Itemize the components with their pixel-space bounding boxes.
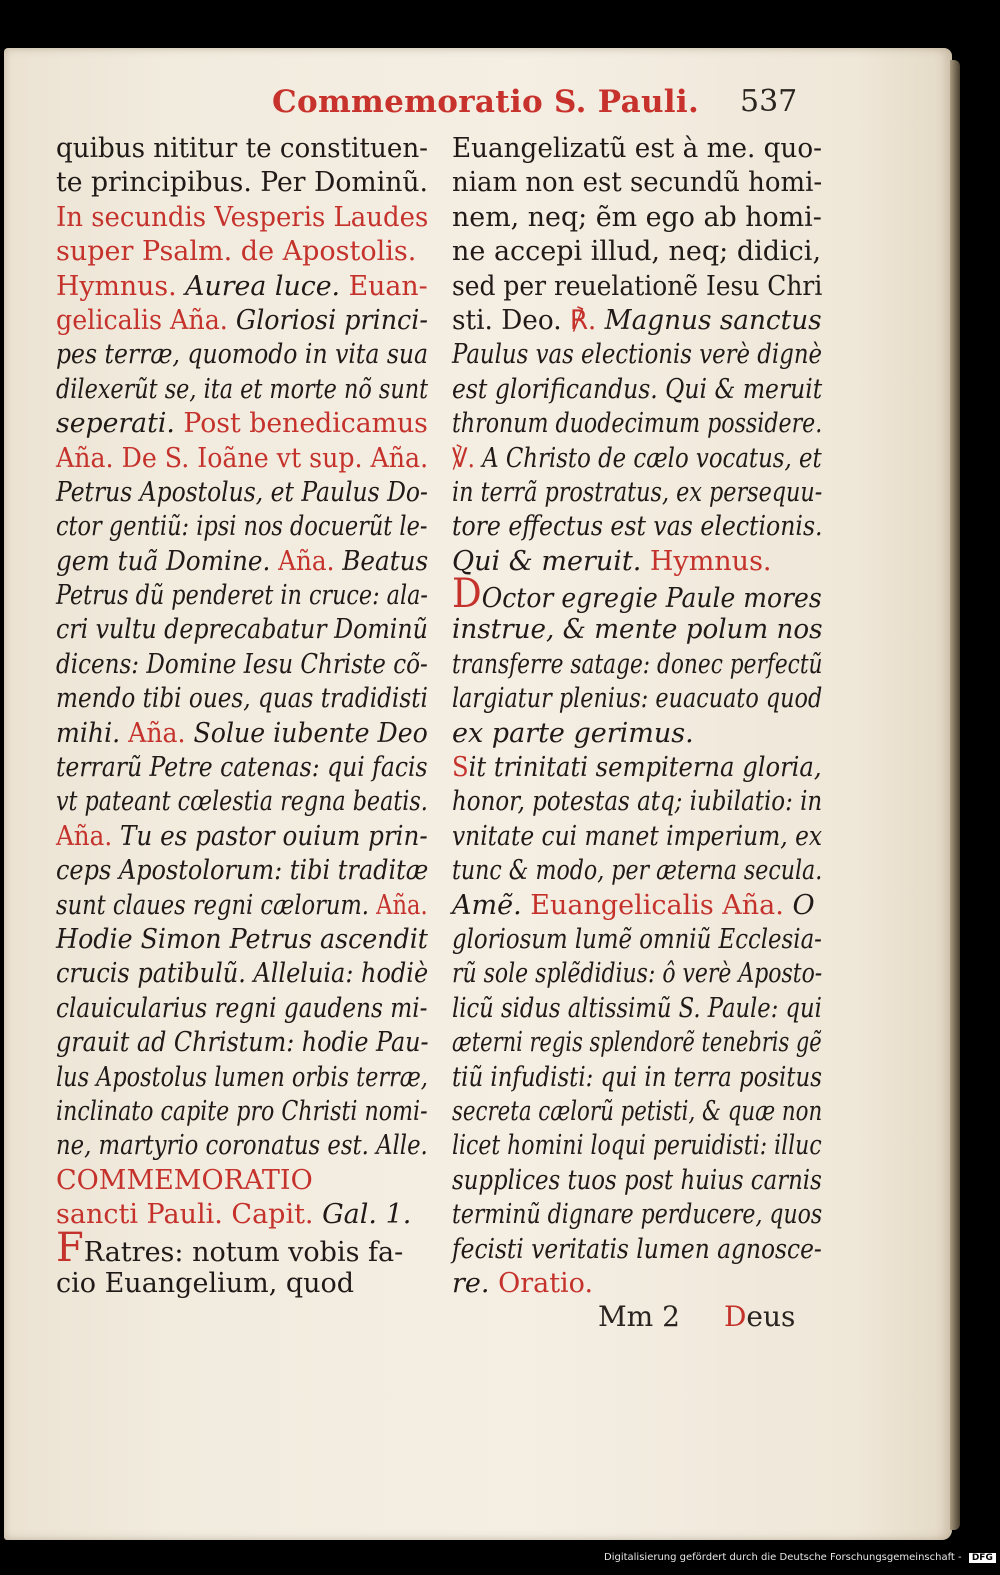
- right-column-line: [452, 1164, 822, 1198]
- italic-text: cri vultu deprecabatur Dominũ: [56, 614, 428, 646]
- left-column-line: [56, 923, 428, 957]
- right-column-line: [452, 717, 822, 751]
- rubric-text: S: [452, 752, 469, 784]
- right-column-line: [452, 571, 822, 618]
- italic-text: sunt claues regni cælorum.: [56, 889, 377, 921]
- italic-text: Magnus sanctus: [604, 304, 822, 336]
- italic-text: pes terræ, quomodo in vita sua: [56, 339, 429, 371]
- right-column-line: [452, 1129, 822, 1163]
- rubric-text: Hymnus.: [649, 545, 772, 577]
- right-column-line: [452, 545, 822, 579]
- body-text: nem, neq; ẽm ego ab homi-: [452, 201, 822, 233]
- right-column: [452, 132, 822, 1301]
- right-column-line: [452, 407, 823, 441]
- rubric-text: COMMEMORATIO: [56, 1164, 313, 1196]
- footer: [598, 1300, 795, 1333]
- italic-text: seperati.: [56, 408, 184, 440]
- rubric-text: Euan-: [348, 270, 428, 302]
- italic-text: Qui & meruit.: [452, 545, 650, 577]
- rubric-text: Aña.: [128, 717, 194, 749]
- right-column-line: [452, 476, 823, 510]
- left-column-line: [56, 373, 429, 407]
- italic-text: vt pateant cœlestia regna beatis.: [56, 786, 428, 818]
- left-column-line: [56, 820, 428, 854]
- page-edge: [950, 60, 960, 1530]
- body-text: quibus nititur te constituen-: [56, 133, 429, 164]
- right-column-line: [452, 166, 823, 200]
- italic-text: ex parte gerimus.: [452, 717, 694, 749]
- body-text: sti. Deo.: [452, 304, 570, 336]
- left-column-line: [56, 889, 428, 923]
- initial-letter: F: [56, 1224, 84, 1271]
- left-column-line: [56, 1129, 428, 1163]
- italic-text: vnitate cui manet imperium, ex: [452, 820, 823, 852]
- italic-text: inclinato capite pro Christi nomi-: [56, 1095, 428, 1127]
- italic-text: lus Apostolus lumen orbis terræ,: [56, 1061, 428, 1093]
- rubric-text: Euangelicalis Aña.: [530, 889, 793, 921]
- catchword-rest: eus: [746, 1300, 796, 1333]
- italic-text: Octor egregie Paule mores: [481, 583, 822, 615]
- right-column-line: [452, 235, 822, 269]
- right-column-line: [452, 373, 823, 407]
- body-text: Ratres: notum vobis fa-: [83, 1236, 404, 1268]
- italic-text: mihi.: [56, 717, 129, 749]
- body-text: niam non est secundũ homi-: [452, 167, 823, 199]
- italic-text: Paulus vas electionis verè dignè: [452, 339, 823, 371]
- left-column-line: [56, 717, 428, 751]
- left-column-line: [56, 270, 428, 304]
- right-column-line: [452, 132, 822, 166]
- left-column-line: [56, 1026, 429, 1060]
- italic-text: ne, martyrio coronatus est. Alle.: [56, 1130, 428, 1162]
- italic-text: A Christo de cælo vocatus, et: [482, 442, 822, 474]
- italic-text: Aurea luce.: [185, 270, 349, 302]
- left-column-line: [56, 1198, 428, 1232]
- italic-text: clauicularius regni gaudens mi-: [56, 992, 428, 1024]
- left-column-line: [56, 682, 428, 716]
- italic-text: æterni regis splendorẽ tenebris gẽ: [452, 1027, 822, 1059]
- left-column-line: [56, 545, 429, 579]
- left-column-line: [56, 166, 429, 200]
- right-column-line: [452, 201, 820, 235]
- left-column-line: [56, 442, 429, 476]
- left-column-line: [56, 510, 428, 544]
- italic-text: fecisti veritatis lumen agnosce-: [452, 1233, 822, 1265]
- italic-text: Hodie Simon Petrus ascendit: [56, 923, 428, 955]
- left-column-line: [56, 407, 428, 441]
- italic-text: gem tuã Domine.: [56, 545, 279, 577]
- left-column-line: [56, 304, 428, 338]
- italic-text: Tu es pastor ouium prin-: [119, 820, 428, 852]
- italic-text: Amẽ.: [452, 889, 531, 921]
- italic-text: dilexerũt se, ita et morte nõ sunt: [56, 373, 429, 405]
- italic-text: re.: [452, 1267, 499, 1299]
- italic-text: terminũ dignare perducere, quos: [452, 1199, 823, 1231]
- rubric-text: Aña.: [56, 820, 120, 852]
- rubric-text: Aña. De S. Ioãne vt sup. Aña.: [56, 442, 429, 474]
- dfg-logo: DFG: [969, 1553, 996, 1563]
- left-column-line: [56, 1061, 428, 1095]
- initial-letter: D: [452, 571, 482, 618]
- left-column-line: [56, 1164, 428, 1198]
- right-column-line: [452, 751, 822, 785]
- right-column-line: [452, 442, 822, 476]
- rubric-text: In secundis Vesperis Laudes: [56, 201, 429, 233]
- italic-text: terrarũ Petre catenas: qui facis: [56, 752, 428, 784]
- left-column-line: [56, 751, 428, 785]
- digitization-credit: [604, 1552, 996, 1563]
- rubric-text: sancti Pauli. Capit.: [56, 1199, 323, 1231]
- left-column-line: [56, 648, 428, 682]
- left-column-line: [56, 1224, 428, 1271]
- catchword-initial: D: [723, 1300, 747, 1333]
- italic-text: tiũ infudisti: qui in terra positus: [452, 1061, 822, 1093]
- italic-text: transferre satage: donec perfectũ: [452, 648, 823, 680]
- italic-text: est glorificandus. Qui & meruit: [452, 373, 823, 405]
- italic-text: licet homini loqui peruidisti: illuc: [452, 1130, 822, 1162]
- italic-text: tunc & modo, per æterna secula.: [452, 855, 823, 887]
- italic-text: dicens: Domine Iesu Christe cõ-: [56, 648, 428, 680]
- credit-text: Digitalisierung gefördert durch die Deutsche Forschungsgemeinschaft -: [604, 1552, 962, 1563]
- italic-text: largiatur plenius: euacuato quod: [452, 683, 823, 715]
- body-text: Euangelizatũ est à me. quo-: [452, 133, 822, 164]
- left-column-line: [56, 613, 428, 647]
- italic-text: grauit ad Christum: hodie Pau-: [56, 1027, 429, 1059]
- rubric-text: Aña.: [376, 889, 428, 921]
- body-text: cio Euangelium, quod: [56, 1267, 355, 1299]
- italic-text: Petrus dũ penderet in cruce: ala-: [56, 580, 428, 612]
- left-column-line: [56, 1267, 428, 1301]
- italic-text: Gloriosi princi-: [235, 304, 428, 336]
- italic-text: ceps Apostolorum: tibi traditæ: [56, 855, 429, 887]
- right-column-line: [452, 992, 822, 1026]
- right-column-line: [452, 889, 822, 923]
- rubric-text: gelicalis Aña.: [56, 304, 236, 336]
- left-column-line: [56, 579, 428, 613]
- italic-text: thronum duodecimum possidere.: [452, 408, 823, 440]
- left-column-line: [56, 235, 428, 269]
- rubric-text: ℟.: [569, 304, 605, 336]
- right-column-line: [452, 682, 823, 716]
- right-column-line: [452, 1198, 823, 1232]
- right-column-line: [452, 510, 823, 544]
- italic-text: licũ sidus altissimũ S. Paule: qui: [452, 992, 822, 1024]
- italic-text: Petrus Apostolus, et Paulus Do-: [56, 476, 428, 508]
- running-title: Commemoratio S. Pauli.: [272, 84, 700, 120]
- left-column-line: [56, 785, 428, 819]
- rubric-text: Aña.: [278, 545, 343, 577]
- italic-text: ctor gentiũ: ipsi nos docuerũt le-: [56, 511, 428, 543]
- left-column-line: [56, 338, 429, 372]
- right-column-line: [452, 820, 823, 854]
- italic-text: gloriosum lumẽ omniũ Ecclesia-: [452, 923, 822, 955]
- page-number: 537: [740, 84, 798, 119]
- italic-text: crucis patibulũ. Alleluia: hodiè: [56, 958, 429, 990]
- left-column-line: [56, 992, 428, 1026]
- page-header: [272, 84, 832, 128]
- right-column-line: [452, 785, 823, 819]
- body-text: ne accepi illud, neq; didici,: [452, 236, 822, 268]
- right-column-line: [452, 648, 823, 682]
- italic-text: supplices tuos post huius carnis: [452, 1164, 822, 1196]
- rubric-text: Hymnus.: [56, 270, 186, 302]
- italic-text: honor, potestas atq; iubilatio: in: [452, 786, 823, 818]
- italic-text: it trinitati sempiterna gloria,: [468, 752, 822, 784]
- right-column-line: [452, 304, 822, 338]
- italic-text: in terrã prostratus, ex persequu-: [452, 476, 823, 508]
- right-column-line: [452, 613, 823, 647]
- right-column-line: [452, 1233, 822, 1267]
- right-column-line: [452, 1026, 822, 1060]
- left-column-line: [56, 1095, 428, 1129]
- right-column-line: [452, 854, 823, 888]
- italic-text: Beatus: [342, 545, 429, 577]
- right-column-line: [452, 1267, 822, 1301]
- italic-text: tore effectus est vas electionis.: [452, 511, 823, 543]
- italic-text: rũ sole splẽdidius: ô verè Aposto-: [452, 958, 823, 990]
- left-column-line: [56, 854, 429, 888]
- right-column-line: [452, 923, 822, 957]
- italic-text: Gal. 1.: [322, 1199, 412, 1231]
- right-column-line: [452, 338, 823, 372]
- rubric-text: Post benedicamus: [183, 408, 428, 440]
- body-text: sed per reuelationẽ Iesu Chri: [452, 270, 823, 302]
- italic-text: Solue iubente Deo: [193, 717, 428, 749]
- right-column-line: [452, 1061, 822, 1095]
- left-column-line: [56, 476, 428, 510]
- rubric-text: ℣.: [452, 442, 483, 474]
- italic-text: O: [792, 889, 815, 921]
- right-column-line: [452, 957, 823, 991]
- left-column-line: [56, 132, 429, 166]
- right-column-line: [452, 270, 823, 304]
- left-column-line: [56, 957, 429, 991]
- italic-text: mendo tibi oues, quas tradidisti: [56, 683, 428, 715]
- italic-text: instrue, & mente polum nos: [452, 614, 823, 646]
- left-column-line: [56, 201, 429, 235]
- left-column: [56, 132, 428, 1301]
- right-column-line: [452, 1095, 823, 1129]
- rubric-text: Oratio.: [498, 1267, 594, 1299]
- rubric-text: super Psalm. de Apostolis.: [56, 236, 417, 268]
- signature-mark: Mm 2: [598, 1300, 680, 1333]
- italic-text: secreta cælorũ petisti, & quæ non: [452, 1095, 823, 1127]
- body-text: te principibus. Per Dominũ.: [56, 167, 429, 199]
